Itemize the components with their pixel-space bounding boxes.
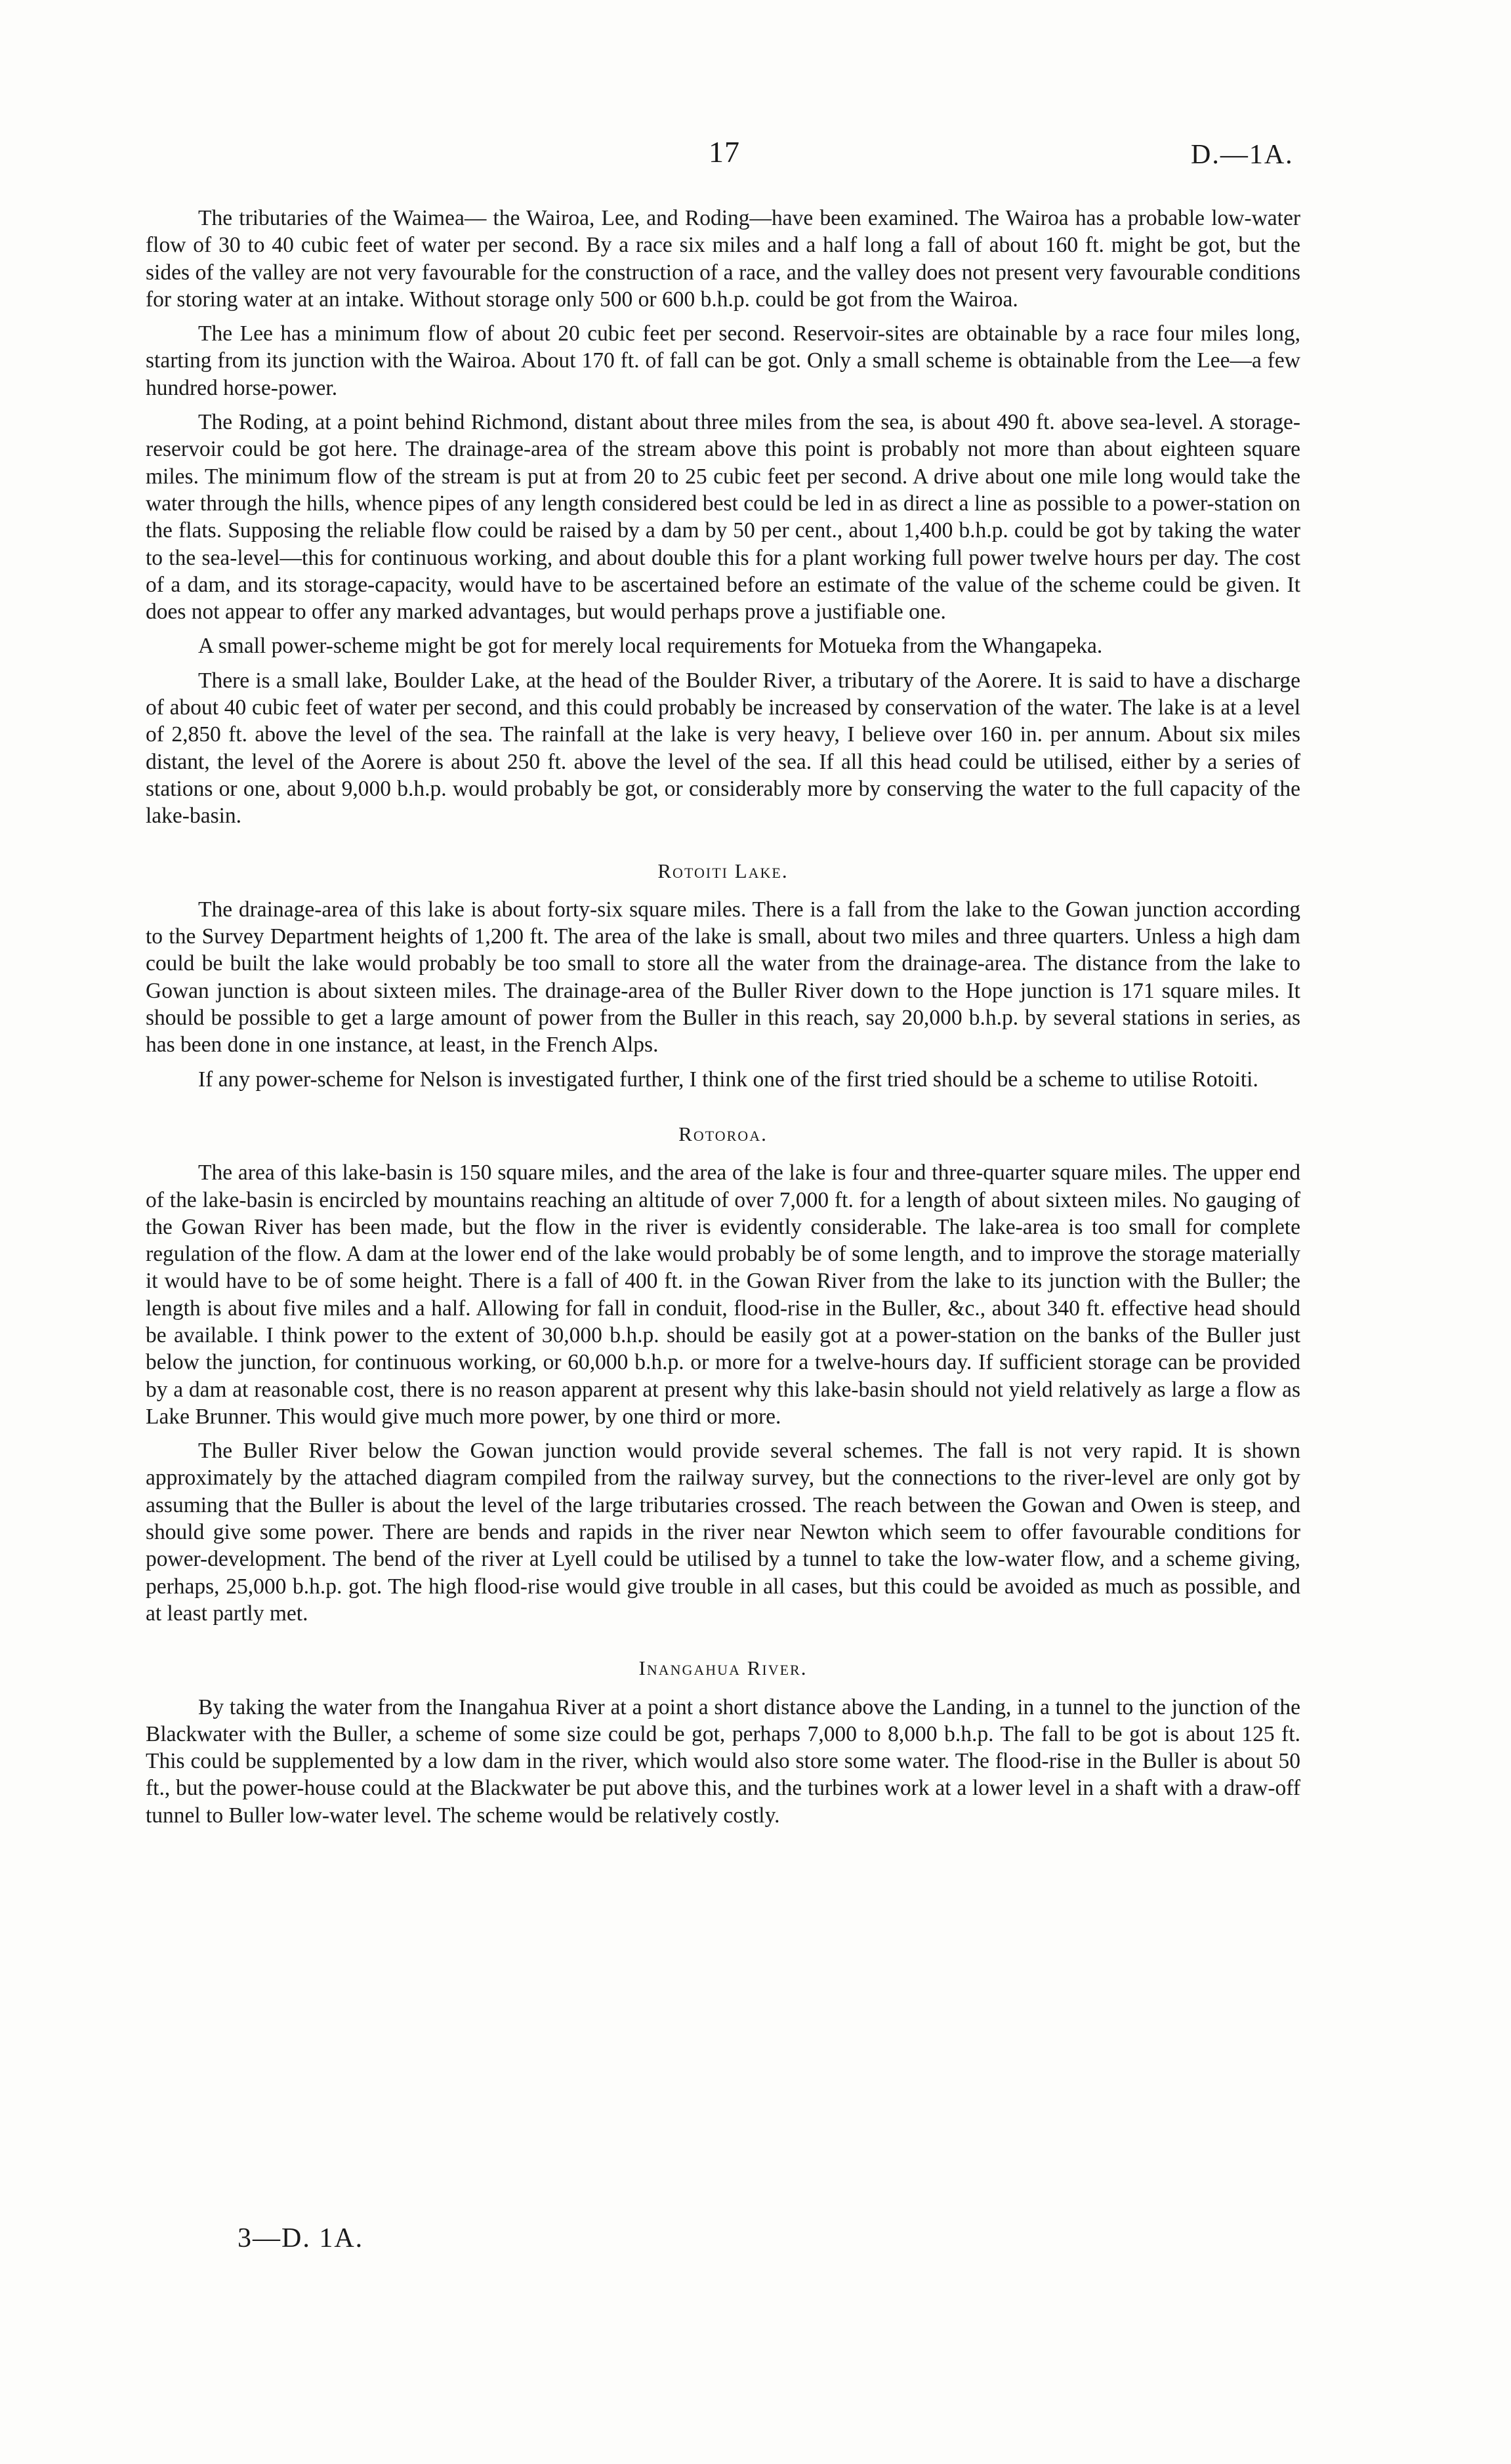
paragraph-rotoiti-1: The drainage-area of this lake is about forty-six square miles. There is a fall from the lake to the Gowan junction according to the Survey Department heights of 1,200 ft. The area of the lake is small, about two miles and three quarters. Unless a high dam could be built the lake would probably be too small to store all the water from the drainage-area. The distance from the lake to Gowan junction is about sixteen miles. The drainage-area of the Buller River down to the Hope junction is 171 square miles. It should be possible to get a large amount of power from the Buller in this reach, say 20,000 b.h.p. by several stations in series, as has been done in one instance, at least, in the French Alps. xyxy=(146,897,1300,1057)
footer-signature: 3—D. 1A. xyxy=(238,2223,364,2253)
paragraph-waimea-tributaries: The tributaries of the Waimea— the Wairoa, Lee, and Roding—have been examined. The Wairoa has a probable low-water flow of 30 to 40 cubic feet of water per second. By a race six miles and a half long a fall of about 160 ft. might be got, but the sides of the valley are not very favourable for the construction of a race, and the valley does not present very favourable conditions for storing water at an intake. Without storage only 500 or 600 b.h.p. could be got from the Wairoa. xyxy=(146,206,1300,312)
paragraph-motueka: A small power-scheme might be got for merely local requirements for Motueka from the Whangapeka. xyxy=(198,634,1103,659)
document-reference: D.—1A. xyxy=(1191,140,1294,170)
paragraph-rotoiti-2: If any power-scheme for Nelson is investigated further, I think one of the first tried should be a scheme to utilise Rotoiti. xyxy=(198,1067,1258,1092)
section-heading-rotoroa: Rotoroa. xyxy=(678,1122,768,1145)
section-heading-inangahua: Inangahua River. xyxy=(638,1656,808,1680)
section-heading-rotoiti: Rotoiti Lake. xyxy=(657,859,789,882)
paragraph-rotoroa-1: The area of this lake-basin is 150 square miles, and the area of the lake is four and three-quarter square miles. The upper end of the lake-basin is encircled by mountains reaching an altitude of over 7,000 ft. for a length of about sixteen miles. No gauging of the Gowan River has been made, but the flow in the river is evidently considerable. The lake-area is too small for complete regulation of the flow. A dam at the lower end of the lake would probably be of some length, and to improve the storage materially it would have to be of some height. There is a fall of 400 ft. in the Gowan River from the lake to its junction with the Buller; the length is about five miles and a half. Allowing for fall in conduit, flood-rise in the Buller, &c., about 340 ft. effective head should be available. I think power to the extent of 30,000 b.h.p. should be easily got at a power-station on the banks of the Buller just below the junction, for continuous working, or 60,000 b.h.p. or more for a twelve-hours day. If sufficient storage can be provided by a dam at reasonable cost, there is no reason apparent at present why this lake-basin should not yield relatively as large a flow as Lake Brunner. This would give much more power, by one third or more. xyxy=(146,1160,1300,1429)
paragraph-inangahua-1: By taking the water from the Inangahua River at a point a short distance above the Landing, in a tunnel to the junction of the Blackwater with the Buller, a scheme of some size could be got, perhaps 7,000 to 8,000 b.h.p. The fall to be got is about 125 ft. This could be supplemented by a low dam in the river, which would also store some water. The flood-rise in the Buller is about 50 ft., but the power-house could at the Blackwater be put above this, and the turbines work at a lower level in a shaft with a draw-off tunnel to Buller low-water level. The scheme would be relatively costly. xyxy=(146,1694,1300,1828)
body-text xyxy=(146,205,1300,1836)
page-number: 17 xyxy=(709,135,740,169)
paragraph-boulder-lake: There is a small lake, Boulder Lake, at the head of the Boulder River, a tributary of the Aorere. It is said to have a discharge of about 40 cubic feet of water per second, and this could probably be increased by conservation of the water. The lake is at a level of 2,850 ft. above the level of the sea. The rainfall at the lake is very heavy, I believe over 160 in. per annum. About six miles distant, the level of the Aorere is about 250 ft. above the level of the sea. If all this head could be utilised, either by a series of stations or one, about 9,000 b.h.p. would probably be got, or considerably more by conserving the water to the full capacity of the lake-basin. xyxy=(146,668,1300,829)
paragraph-roding: The Roding, at a point behind Richmond, distant about three miles from the sea, is about 490 ft. above sea-level. A storage-reservoir could be got here. The drainage-area of the stream above this point is probably not more than about eighteen square miles. The minimum flow of the stream is put at from 20 to 25 cubic feet per second. A drive about one mile long would take the water through the hills, whence pipes of any length considered best could be led in as direct a line as possible to a power-station on the flats. Supposing the reliable flow could be raised by a dam by 50 per cent., about 1,400 b.h.p. could be got by taking the water to the sea-level—this for continuous working, and about double this for a plant working full power twelve hours per day. The cost of a dam, and its storage-capacity, would have to be ascertained before an estimate of the value of the scheme could be given. It does not appear to offer any marked advantages, but would perhaps prove a justifiable one. xyxy=(146,410,1300,625)
paragraph-rotoroa-2: The Buller River below the Gowan junction would provide several schemes. The fall is not very rapid. It is shown approximately by the attached diagram compiled from the railway survey, but the connections to the river-level are only got by assuming that the Buller is about the level of the large tributaries crossed. The reach between the Gowan and Owen is steep, and should give some power. There are bends and rapids in the river near Newton which seem to offer favourable conditions for power-development. The bend of the river at Lyell could be utilised by a tunnel to take the low-water flow, and a scheme giving, perhaps, 25,000 b.h.p. got. The high flood-rise would give trouble in all cases, but this could be avoided as much as possible, and at least partly met. xyxy=(146,1439,1300,1626)
paragraph-lee: The Lee has a minimum flow of about 20 cubic feet per second. Reservoir-sites are obtainable by a race four miles long, starting from its junction with the Wairoa. About 170 ft. of fall can be got. Only a small scheme is obtainable from the Lee—a few hundred horse-power. xyxy=(146,321,1300,400)
